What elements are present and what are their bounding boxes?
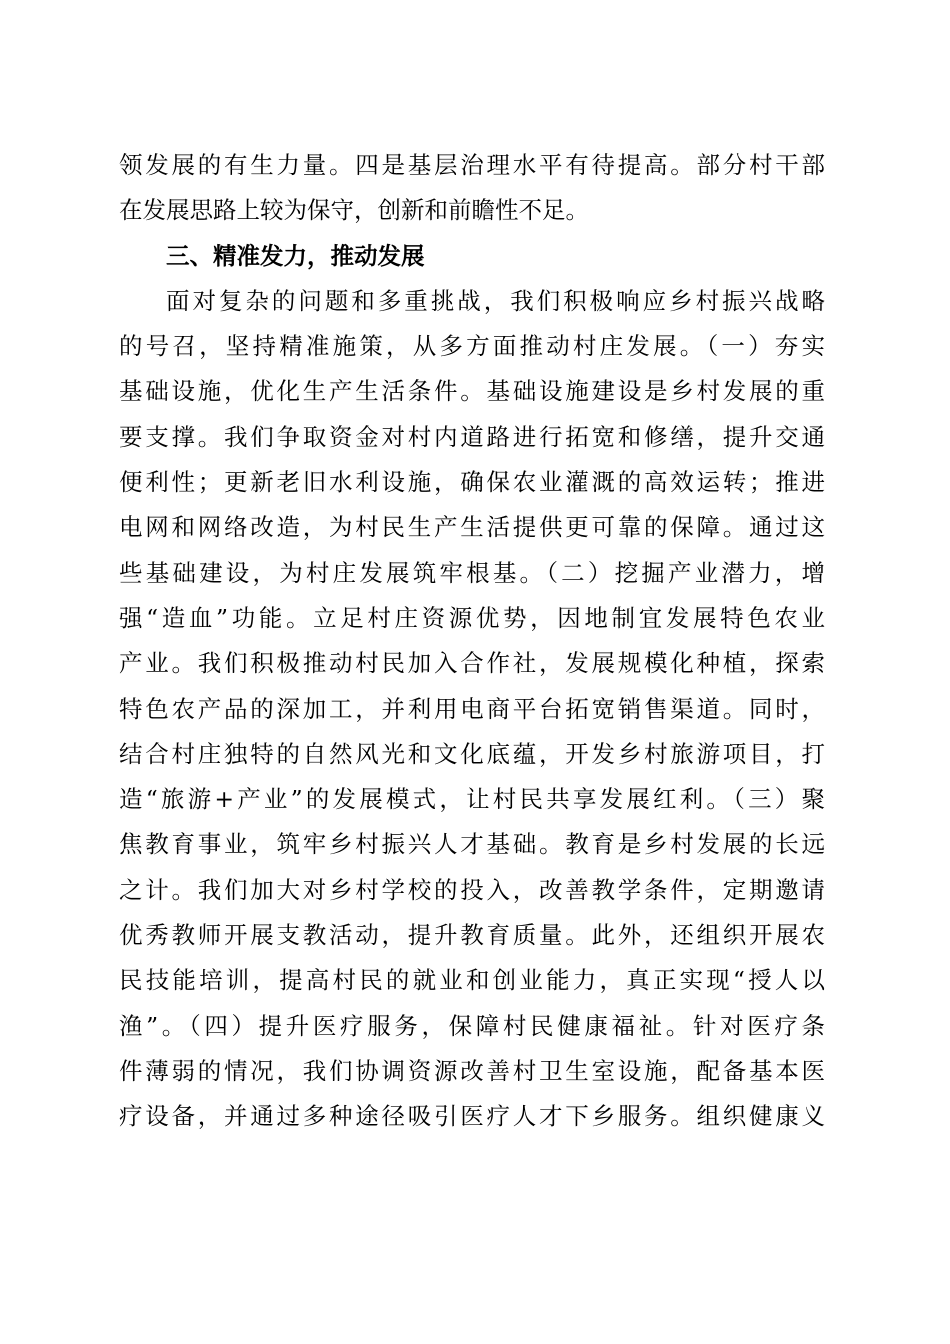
text-line: 民技能培训，提高村民的就业和创业能力，真正实现“授人以 — [119, 966, 825, 995]
text-line: 电网和网络改造，为村民生产生活提供更可靠的保障。通过这 — [119, 513, 825, 542]
text-line: 特色农产品的深加工，并利用电商平台拓宽销售渠道。同时， — [119, 694, 825, 723]
text-line: 之计。我们加大对乡村学校的投入，改善教学条件，定期邀请 — [119, 875, 825, 904]
text-line: 结合村庄独特的自然风光和文化底蕴，开发乡村旅游项目，打 — [119, 739, 825, 768]
text-line: 要支撑。我们争取资金对村内道路进行拓宽和修缮，提升交通 — [119, 422, 825, 451]
text-line: 渔”。（四）提升医疗服务，保障村民健康福祉。针对医疗条 — [119, 1011, 825, 1040]
text-line: 基础设施，优化生产生活条件。基础设施建设是乡村发展的重 — [119, 377, 825, 406]
section-heading: 三、精准发力，推动发展 — [166, 241, 425, 270]
text-line: 便利性；更新老旧水利设施，确保农业灌溉的高效运转；推进 — [119, 468, 825, 497]
text-line: 产业。我们积极推动村民加入合作社，发展规模化种植，探索 — [119, 649, 825, 678]
text-line: 疗设备，并通过多种途径吸引医疗人才下乡服务。组织健康义 — [119, 1102, 825, 1131]
text-line: 的号召，坚持精准施策，从多方面推动村庄发展。（一）夯实 — [119, 332, 825, 361]
text-line: 强“造血”功能。立足村庄资源优势，因地制宜发展特色农业 — [119, 603, 825, 632]
text-line: 造“旅游+产业”的发展模式，让村民共享发展红利。（三）聚 — [119, 785, 825, 814]
text-line: 优秀教师开展支教活动，提升教育质量。此外，还组织开展农 — [119, 921, 825, 950]
document-body — [119, 143, 825, 1140]
text-line: 焦教育事业，筑牢乡村振兴人才基础。教育是乡村发展的长远 — [119, 830, 825, 859]
text-line: 在发展思路上较为保守，创新和前瞻性不足。 — [119, 196, 589, 225]
paragraph-first-line: 面对复杂的问题和多重挑战，我们积极响应乡村振兴战略 — [166, 286, 825, 315]
text-line: 些基础建设，为村庄发展筑牢根基。（二）挖掘产业潜力，增 — [119, 558, 825, 587]
text-line: 领发展的有生力量。四是基层治理水平有待提高。部分村干部 — [119, 151, 825, 179]
text-line: 件薄弱的情况，我们协调资源改善村卫生室设施，配备基本医 — [119, 1056, 825, 1085]
